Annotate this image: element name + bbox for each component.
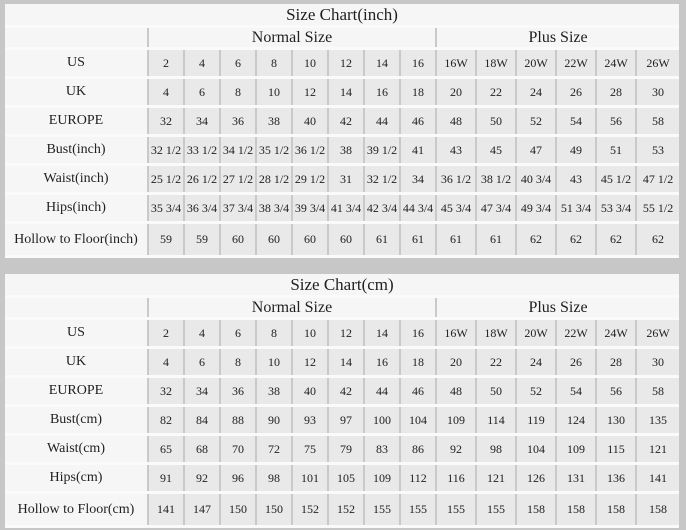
size-value-cell: 100 <box>364 406 400 435</box>
size-value-cell: 26 <box>556 348 596 377</box>
row-label: US <box>5 49 148 78</box>
size-value-cell: 158 <box>636 493 679 527</box>
size-value-cell: 6 <box>184 348 220 377</box>
size-value-cell: 2 <box>148 319 184 348</box>
size-value-cell: 28 <box>596 348 636 377</box>
size-value-cell: 26 <box>556 78 596 107</box>
row-label: Waist(inch) <box>5 165 148 194</box>
size-value-cell: 34 <box>184 377 220 406</box>
size-value-cell: 72 <box>256 435 292 464</box>
size-value-cell: 104 <box>400 406 436 435</box>
size-value-cell: 43 <box>436 136 476 165</box>
size-value-cell: 24W <box>596 49 636 78</box>
size-value-cell: 42 <box>328 377 364 406</box>
size-value-cell: 18W <box>476 49 516 78</box>
row-label: UK <box>5 348 148 377</box>
size-value-cell: 44 <box>364 107 400 136</box>
size-value-cell: 37 3/4 <box>220 194 256 223</box>
size-value-cell: 51 <box>596 136 636 165</box>
size-value-cell: 48 <box>436 377 476 406</box>
size-value-cell: 61 <box>476 223 516 257</box>
size-value-cell: 135 <box>636 406 679 435</box>
size-value-cell: 45 <box>476 136 516 165</box>
table-row <box>5 223 679 257</box>
size-value-cell: 2 <box>148 49 184 78</box>
row-label: EUROPE <box>5 107 148 136</box>
size-value-cell: 20W <box>516 319 556 348</box>
column-group-row <box>5 27 679 49</box>
size-value-cell: 16 <box>400 49 436 78</box>
size-value-cell: 16W <box>436 49 476 78</box>
size-value-cell: 98 <box>476 435 516 464</box>
row-label: US <box>5 319 148 348</box>
size-value-cell: 51 3/4 <box>556 194 596 223</box>
chart-title: Size Chart(cm) <box>5 274 679 297</box>
chart-title-row <box>5 274 679 297</box>
size-value-cell: 41 <box>400 136 436 165</box>
size-value-cell: 24W <box>596 319 636 348</box>
size-value-cell: 56 <box>596 377 636 406</box>
size-value-cell: 141 <box>148 493 184 527</box>
size-value-cell: 20 <box>436 78 476 107</box>
size-value-cell: 49 3/4 <box>516 194 556 223</box>
chart-title: Size Chart(inch) <box>5 4 679 27</box>
size-value-cell: 83 <box>364 435 400 464</box>
size-value-cell: 152 <box>328 493 364 527</box>
row-label: Hips(cm) <box>5 464 148 493</box>
table-row <box>5 194 679 223</box>
size-value-cell: 47 1/2 <box>636 165 679 194</box>
size-value-cell: 10 <box>256 348 292 377</box>
row-label: Hollow to Floor(inch) <box>5 223 148 257</box>
size-value-cell: 46 <box>400 107 436 136</box>
size-value-cell: 82 <box>148 406 184 435</box>
size-value-cell: 18 <box>400 348 436 377</box>
size-value-cell: 40 3/4 <box>516 165 556 194</box>
size-value-cell: 45 3/4 <box>436 194 476 223</box>
size-value-cell: 49 <box>556 136 596 165</box>
size-value-cell: 61 <box>364 223 400 257</box>
size-value-cell: 4 <box>148 78 184 107</box>
size-chart-inch-table <box>5 4 679 258</box>
size-value-cell: 36 1/2 <box>292 136 328 165</box>
size-value-cell: 34 <box>400 165 436 194</box>
size-value-cell: 124 <box>556 406 596 435</box>
size-value-cell: 30 <box>636 78 679 107</box>
size-value-cell: 12 <box>328 319 364 348</box>
size-value-cell: 10 <box>292 49 328 78</box>
size-value-cell: 56 <box>596 107 636 136</box>
size-value-cell: 38 <box>256 107 292 136</box>
size-value-cell: 62 <box>636 223 679 257</box>
size-value-cell: 130 <box>596 406 636 435</box>
size-value-cell: 109 <box>556 435 596 464</box>
size-value-cell: 20W <box>516 49 556 78</box>
size-value-cell: 119 <box>516 406 556 435</box>
size-value-cell: 158 <box>516 493 556 527</box>
size-value-cell: 36 3/4 <box>184 194 220 223</box>
size-value-cell: 44 3/4 <box>400 194 436 223</box>
row-label: EUROPE <box>5 377 148 406</box>
row-label: UK <box>5 78 148 107</box>
corner-cell <box>5 297 148 319</box>
size-value-cell: 40 <box>292 377 328 406</box>
chart-title-row <box>5 4 679 27</box>
size-value-cell: 60 <box>328 223 364 257</box>
size-value-cell: 24 <box>516 78 556 107</box>
size-value-cell: 88 <box>220 406 256 435</box>
size-value-cell: 22 <box>476 78 516 107</box>
size-chart-cm-table <box>5 274 679 528</box>
table-row <box>5 49 679 78</box>
size-value-cell: 96 <box>220 464 256 493</box>
size-value-cell: 16 <box>364 78 400 107</box>
size-value-cell: 158 <box>556 493 596 527</box>
size-value-cell: 40 <box>292 107 328 136</box>
size-value-cell: 126 <box>516 464 556 493</box>
size-value-cell: 147 <box>184 493 220 527</box>
size-value-cell: 52 <box>516 377 556 406</box>
size-value-cell: 62 <box>596 223 636 257</box>
column-group-row <box>5 297 679 319</box>
size-value-cell: 8 <box>220 78 256 107</box>
size-value-cell: 14 <box>364 319 400 348</box>
row-label: Bust(inch) <box>5 136 148 165</box>
table-row <box>5 493 679 527</box>
size-value-cell: 141 <box>636 464 679 493</box>
size-value-cell: 42 <box>328 107 364 136</box>
size-value-cell: 14 <box>328 348 364 377</box>
size-value-cell: 90 <box>256 406 292 435</box>
size-value-cell: 50 <box>476 107 516 136</box>
size-value-cell: 35 3/4 <box>148 194 184 223</box>
size-value-cell: 54 <box>556 377 596 406</box>
size-value-cell: 155 <box>400 493 436 527</box>
size-value-cell: 116 <box>436 464 476 493</box>
size-value-cell: 61 <box>400 223 436 257</box>
size-value-cell: 36 <box>220 107 256 136</box>
size-value-cell: 114 <box>476 406 516 435</box>
size-value-cell: 79 <box>328 435 364 464</box>
size-value-cell: 152 <box>292 493 328 527</box>
size-value-cell: 38 1/2 <box>476 165 516 194</box>
size-value-cell: 27 1/2 <box>220 165 256 194</box>
size-value-cell: 65 <box>148 435 184 464</box>
size-value-cell: 16 <box>400 319 436 348</box>
size-value-cell: 42 3/4 <box>364 194 400 223</box>
size-value-cell: 70 <box>220 435 256 464</box>
size-value-cell: 109 <box>364 464 400 493</box>
size-value-cell: 75 <box>292 435 328 464</box>
table-row <box>5 165 679 194</box>
size-value-cell: 38 <box>256 377 292 406</box>
size-value-cell: 32 1/2 <box>148 136 184 165</box>
size-value-cell: 62 <box>556 223 596 257</box>
row-label: Bust(cm) <box>5 406 148 435</box>
size-value-cell: 29 1/2 <box>292 165 328 194</box>
size-value-cell: 104 <box>516 435 556 464</box>
size-value-cell: 8 <box>220 348 256 377</box>
size-value-cell: 121 <box>476 464 516 493</box>
size-value-cell: 59 <box>148 223 184 257</box>
size-value-cell: 16 <box>364 348 400 377</box>
size-value-cell: 22W <box>556 319 596 348</box>
size-value-cell: 12 <box>292 348 328 377</box>
size-value-cell: 150 <box>220 493 256 527</box>
size-value-cell: 28 <box>596 78 636 107</box>
size-value-cell: 14 <box>364 49 400 78</box>
size-value-cell: 4 <box>184 49 220 78</box>
group-header-normal-size: Normal Size <box>148 27 436 49</box>
size-value-cell: 31 <box>328 165 364 194</box>
size-value-cell: 47 3/4 <box>476 194 516 223</box>
size-value-cell: 48 <box>436 107 476 136</box>
size-value-cell: 91 <box>148 464 184 493</box>
size-value-cell: 22W <box>556 49 596 78</box>
size-value-cell: 53 <box>636 136 679 165</box>
size-value-cell: 43 <box>556 165 596 194</box>
size-value-cell: 38 3/4 <box>256 194 292 223</box>
row-label: Hollow to Floor(cm) <box>5 493 148 527</box>
size-value-cell: 36 <box>220 377 256 406</box>
size-value-cell: 86 <box>400 435 436 464</box>
size-value-cell: 109 <box>436 406 476 435</box>
size-value-cell: 12 <box>328 49 364 78</box>
size-value-cell: 6 <box>184 78 220 107</box>
size-value-cell: 59 <box>184 223 220 257</box>
size-value-cell: 6 <box>220 319 256 348</box>
size-value-cell: 50 <box>476 377 516 406</box>
size-value-cell: 16W <box>436 319 476 348</box>
size-value-cell: 46 <box>400 377 436 406</box>
size-value-cell: 84 <box>184 406 220 435</box>
size-value-cell: 101 <box>292 464 328 493</box>
size-value-cell: 34 1/2 <box>220 136 256 165</box>
size-value-cell: 58 <box>636 377 679 406</box>
table-row <box>5 406 679 435</box>
size-value-cell: 97 <box>328 406 364 435</box>
group-header-normal-size: Normal Size <box>148 297 436 319</box>
size-value-cell: 150 <box>256 493 292 527</box>
table-row <box>5 348 679 377</box>
size-value-cell: 4 <box>148 348 184 377</box>
size-value-cell: 61 <box>436 223 476 257</box>
table-row <box>5 136 679 165</box>
size-value-cell: 6 <box>220 49 256 78</box>
size-value-cell: 35 1/2 <box>256 136 292 165</box>
size-value-cell: 30 <box>636 348 679 377</box>
size-value-cell: 26W <box>636 49 679 78</box>
row-label: Hips(inch) <box>5 194 148 223</box>
size-value-cell: 22 <box>476 348 516 377</box>
size-value-cell: 26 1/2 <box>184 165 220 194</box>
size-value-cell: 34 <box>184 107 220 136</box>
group-header-plus-size: Plus Size <box>436 27 679 49</box>
corner-cell <box>5 27 148 49</box>
size-value-cell: 121 <box>636 435 679 464</box>
size-value-cell: 10 <box>256 78 292 107</box>
size-value-cell: 14 <box>328 78 364 107</box>
size-value-cell: 58 <box>636 107 679 136</box>
size-value-cell: 55 1/2 <box>636 194 679 223</box>
table-row <box>5 78 679 107</box>
table-row <box>5 377 679 406</box>
size-value-cell: 25 1/2 <box>148 165 184 194</box>
table-row <box>5 464 679 493</box>
size-value-cell: 8 <box>256 49 292 78</box>
size-value-cell: 112 <box>400 464 436 493</box>
table-row <box>5 435 679 464</box>
size-value-cell: 60 <box>220 223 256 257</box>
size-value-cell: 39 3/4 <box>292 194 328 223</box>
size-value-cell: 32 <box>148 377 184 406</box>
size-value-cell: 44 <box>364 377 400 406</box>
size-value-cell: 38 <box>328 136 364 165</box>
size-value-cell: 12 <box>292 78 328 107</box>
size-value-cell: 47 <box>516 136 556 165</box>
size-value-cell: 52 <box>516 107 556 136</box>
size-value-cell: 62 <box>516 223 556 257</box>
table-row <box>5 107 679 136</box>
size-value-cell: 41 3/4 <box>328 194 364 223</box>
size-value-cell: 92 <box>184 464 220 493</box>
size-value-cell: 98 <box>256 464 292 493</box>
size-value-cell: 54 <box>556 107 596 136</box>
size-value-cell: 32 <box>148 107 184 136</box>
size-value-cell: 26W <box>636 319 679 348</box>
size-value-cell: 93 <box>292 406 328 435</box>
size-value-cell: 136 <box>596 464 636 493</box>
table-row <box>5 319 679 348</box>
size-value-cell: 60 <box>292 223 328 257</box>
size-value-cell: 18W <box>476 319 516 348</box>
size-value-cell: 8 <box>256 319 292 348</box>
size-value-cell: 36 1/2 <box>436 165 476 194</box>
size-value-cell: 115 <box>596 435 636 464</box>
size-value-cell: 20 <box>436 348 476 377</box>
size-value-cell: 4 <box>184 319 220 348</box>
size-value-cell: 32 1/2 <box>364 165 400 194</box>
size-value-cell: 158 <box>596 493 636 527</box>
size-value-cell: 33 1/2 <box>184 136 220 165</box>
size-value-cell: 92 <box>436 435 476 464</box>
size-value-cell: 68 <box>184 435 220 464</box>
size-value-cell: 60 <box>256 223 292 257</box>
size-value-cell: 10 <box>292 319 328 348</box>
size-value-cell: 45 1/2 <box>596 165 636 194</box>
size-value-cell: 24 <box>516 348 556 377</box>
size-value-cell: 155 <box>436 493 476 527</box>
size-value-cell: 131 <box>556 464 596 493</box>
size-value-cell: 18 <box>400 78 436 107</box>
size-value-cell: 39 1/2 <box>364 136 400 165</box>
size-value-cell: 155 <box>364 493 400 527</box>
group-header-plus-size: Plus Size <box>436 297 679 319</box>
size-value-cell: 155 <box>476 493 516 527</box>
size-value-cell: 105 <box>328 464 364 493</box>
size-value-cell: 28 1/2 <box>256 165 292 194</box>
row-label: Waist(cm) <box>5 435 148 464</box>
size-value-cell: 53 3/4 <box>596 194 636 223</box>
